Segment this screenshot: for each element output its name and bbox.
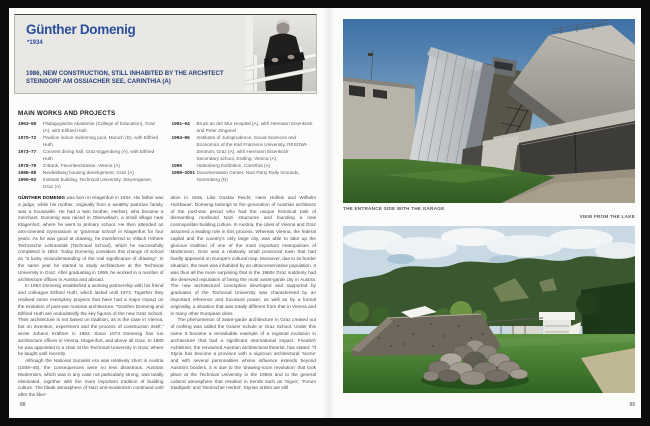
works-entry-description: Pavilion indoor swimming pool, Munich (D), with Eilfried Huth [43, 135, 159, 147]
biography-article [18, 195, 316, 406]
works-entry-description: Institute building, Technical University, Steyrergasse, Graz (A) [43, 177, 152, 189]
works-entry-years: 1991–94 [171, 121, 190, 126]
birth-year: *1934 [27, 40, 43, 46]
works-entry-description: Hüttenberg Exhibition, Carinthia (A) [196, 163, 271, 168]
works-entry-description: Z-Bank, Favoritenstrasse, Vienna (A) [43, 163, 121, 168]
works-column-2 [172, 120, 317, 192]
works-entry-description: Institutes of Jurisprudence, Social Sciences and Economics of the Karl Franzens University, RESOWI-Zentrum, Graz (A), with Hermann Eisenköck [196, 135, 308, 154]
works-entry-years [172, 155, 197, 162]
works-entry [18, 134, 163, 148]
works-entry [18, 162, 163, 169]
book-spread [9, 8, 641, 418]
works-entry-years: 1970–72 [18, 135, 37, 140]
works-entry-years: 1973–77 [18, 149, 37, 154]
photo1-caption: THE ENTRANCE SIDE WITH THE GARAGE [343, 206, 445, 211]
works-entry-years: 1963–69 [18, 121, 37, 126]
works-entry [18, 169, 163, 176]
works-entry-description: Pädagogische Akademie (College of Education), Graz (A), with Eilfried Huth [43, 121, 156, 133]
project-subtitle [26, 70, 241, 85]
works-entry [18, 148, 163, 162]
architect-name: Günther Domenig [26, 22, 136, 37]
architect-header-box [14, 14, 317, 94]
works-column-1 [18, 120, 163, 192]
works-entry [172, 162, 317, 169]
works-entry-years: 1994–96 [171, 135, 190, 140]
works-entry-years: 1999–2001 [171, 170, 195, 175]
article-column-2 [171, 195, 317, 406]
works-entry-description: Neufeldweg housing development, Graz (A) [43, 170, 134, 175]
article-lead: GÜNTHER DOMENIG [18, 195, 66, 200]
works-entry-description: Convent dining hall, Graz-Eggenberg (A), with Eilfried Huth [43, 149, 155, 161]
works-entry-description: Documentation Center, Nazi Party Rally Grounds, Nuremberg (D) [196, 170, 300, 182]
project-line-1: 1986, NEW CONSTRUCTION, STILL INHABITED BY THE ARCHITECT [26, 70, 224, 77]
article-paragraph: ation in 1945. Like Gustav Peichl, Hans Hollein and Wilhelm Holzbauer, Domenig belongs to the generation of Austrian architects of the post-war period who had the unique historical task of dismantling moribund Nazi structures and founding a new cosmopolitan building culture. In Austria, the cities of Vienna and Graz assumed a leading role in this process. Whereas Vienna, the federal capital and the country's only large city, was able to take up the glorious tradition of one of the most important metropolises of Modernism, Graz was a relatively small provincial town that had hardly appeared on Europe's cultural map. Moreover, due to its border situation, the town was inhabited by an ultraconservative population. It was thus all the more surprising that in the 1960s Graz suddenly had the deserved reputation of being the most avant-garde city in Austria. The new architectural conception developed and supported by graduates of the Technical University was characterised by an important reference and focussed power, as well as by a formal originality, a situation that was totally different from that in Vienna and in many other European cities. [170, 195, 316, 316]
article-paragraph: Although the National Socialist era was relatively short in Austria (1938–45), the consequences were no less disastrous. Austrian Modernism, which was in any case not particularly strong, was totally eliminated, together with the more important tradition of building culture. The bleak atmosphere of Nazi anti-modernism continued until after the liber- [18, 358, 164, 398]
works-entry [18, 120, 163, 134]
architect-portrait-photo [245, 15, 316, 91]
works-entry-years: 1986–88 [18, 170, 37, 175]
works-section-heading: MAIN WORKS AND PROJECTS [18, 110, 116, 117]
works-entry-description: Bruck an der Mur Hospital (A), with Hermann Eisenköck and Peter Zinganel [196, 121, 313, 133]
works-entry-years: 1975–79 [18, 163, 37, 168]
works-entry [18, 176, 163, 190]
entrance-side-photo [343, 19, 635, 203]
works-entry [172, 169, 317, 183]
works-entry-years: 1990–92 [18, 177, 37, 182]
article-paragraph: The phenomenon of avant-garde architecture in Graz created out of nothing was called the Grazer Schule or Graz School. Under this name it became a remarkable example of a regional evolution in architecture that had a significant international impact. Friedrich Achleitner, the renowned Austrian architectural theorist, has stated: "If Styria has become a province with a vigorous architectural 'scene' and with several personalities whose influence extends beyond Austria's borders, it is due to the 'drawing-room revolution' that took place at the Technical University in the 1960s and to the general cultural atmosphere that resulted in trends such as 'trigon', 'Forum Stadtpark' and 'Steirischer Herbst'. Styrian artists are still [170, 317, 316, 391]
photo2-caption: VIEW FROM THE LAKE [579, 214, 635, 219]
lake-view-photo [343, 226, 635, 393]
works-entry-years: 1995 [171, 163, 182, 168]
page-number-right: 89 [629, 402, 635, 408]
works-entry [172, 134, 317, 155]
works-entry [172, 155, 317, 162]
page-number-left: 88 [20, 402, 26, 408]
article-paragraph: In 1963 Domenig established a working partnership with his friend and colleague Eilfried Huth, which lasted until 1973. Together they realised some exemplary projects that have had a major impact on the evolution of post-war Austrian architecture. "Günther Domenig and Eilfried Huth are undoubtedly the key figures of the new Graz School. Their architecture is not based on tradition, as is the case in Vienna, but on invention, experiment and the process of construction itself," wrote Johann Kräftner in 1983. Since 1973 Domenig has run architecture offices in Vienna, Klagenfurt, and above all Graz. In 1980 he was appointed to a chair at the Technical University in Graz, where he taught until recently. [18, 283, 164, 357]
works-entry-description: Secondary school, Essling, Vienna (A) [196, 156, 277, 161]
works-entry [172, 120, 317, 134]
article-column-1 [18, 195, 164, 406]
page-gutter [323, 8, 335, 418]
project-line-2: STEINDORF AM OSSIACHER SEE, CARINTHIA (A) [26, 77, 171, 85]
works-list [18, 120, 316, 192]
article-paragraph: GÜNTHER DOMENIG was born in Klagenfurt in 1934. His father was a judge, while his mother, originally from a wealthy patrician family, was a housewife. He had a twin brother, Herbert, who became a merchant. Domenig was raised in Obervellach, a small village near Klagenfurt, where he went to primary school. He then attended an arts-oriented Gymnasium or 'grammar school' in Klagenfurt for four years. As he was good at drawing, he transferred to Villach Höhere Technische Lehranstalt (Technical School), which he successfully completed in 1953. Today Domenig considers this change of school as "a lucky misunderstanding of the real significance of drawing". In the same year he started to study architecture at the Technical University in Graz. After graduating in 1959, he worked in a number of architecture offices in Austria and abroad. [18, 195, 164, 282]
